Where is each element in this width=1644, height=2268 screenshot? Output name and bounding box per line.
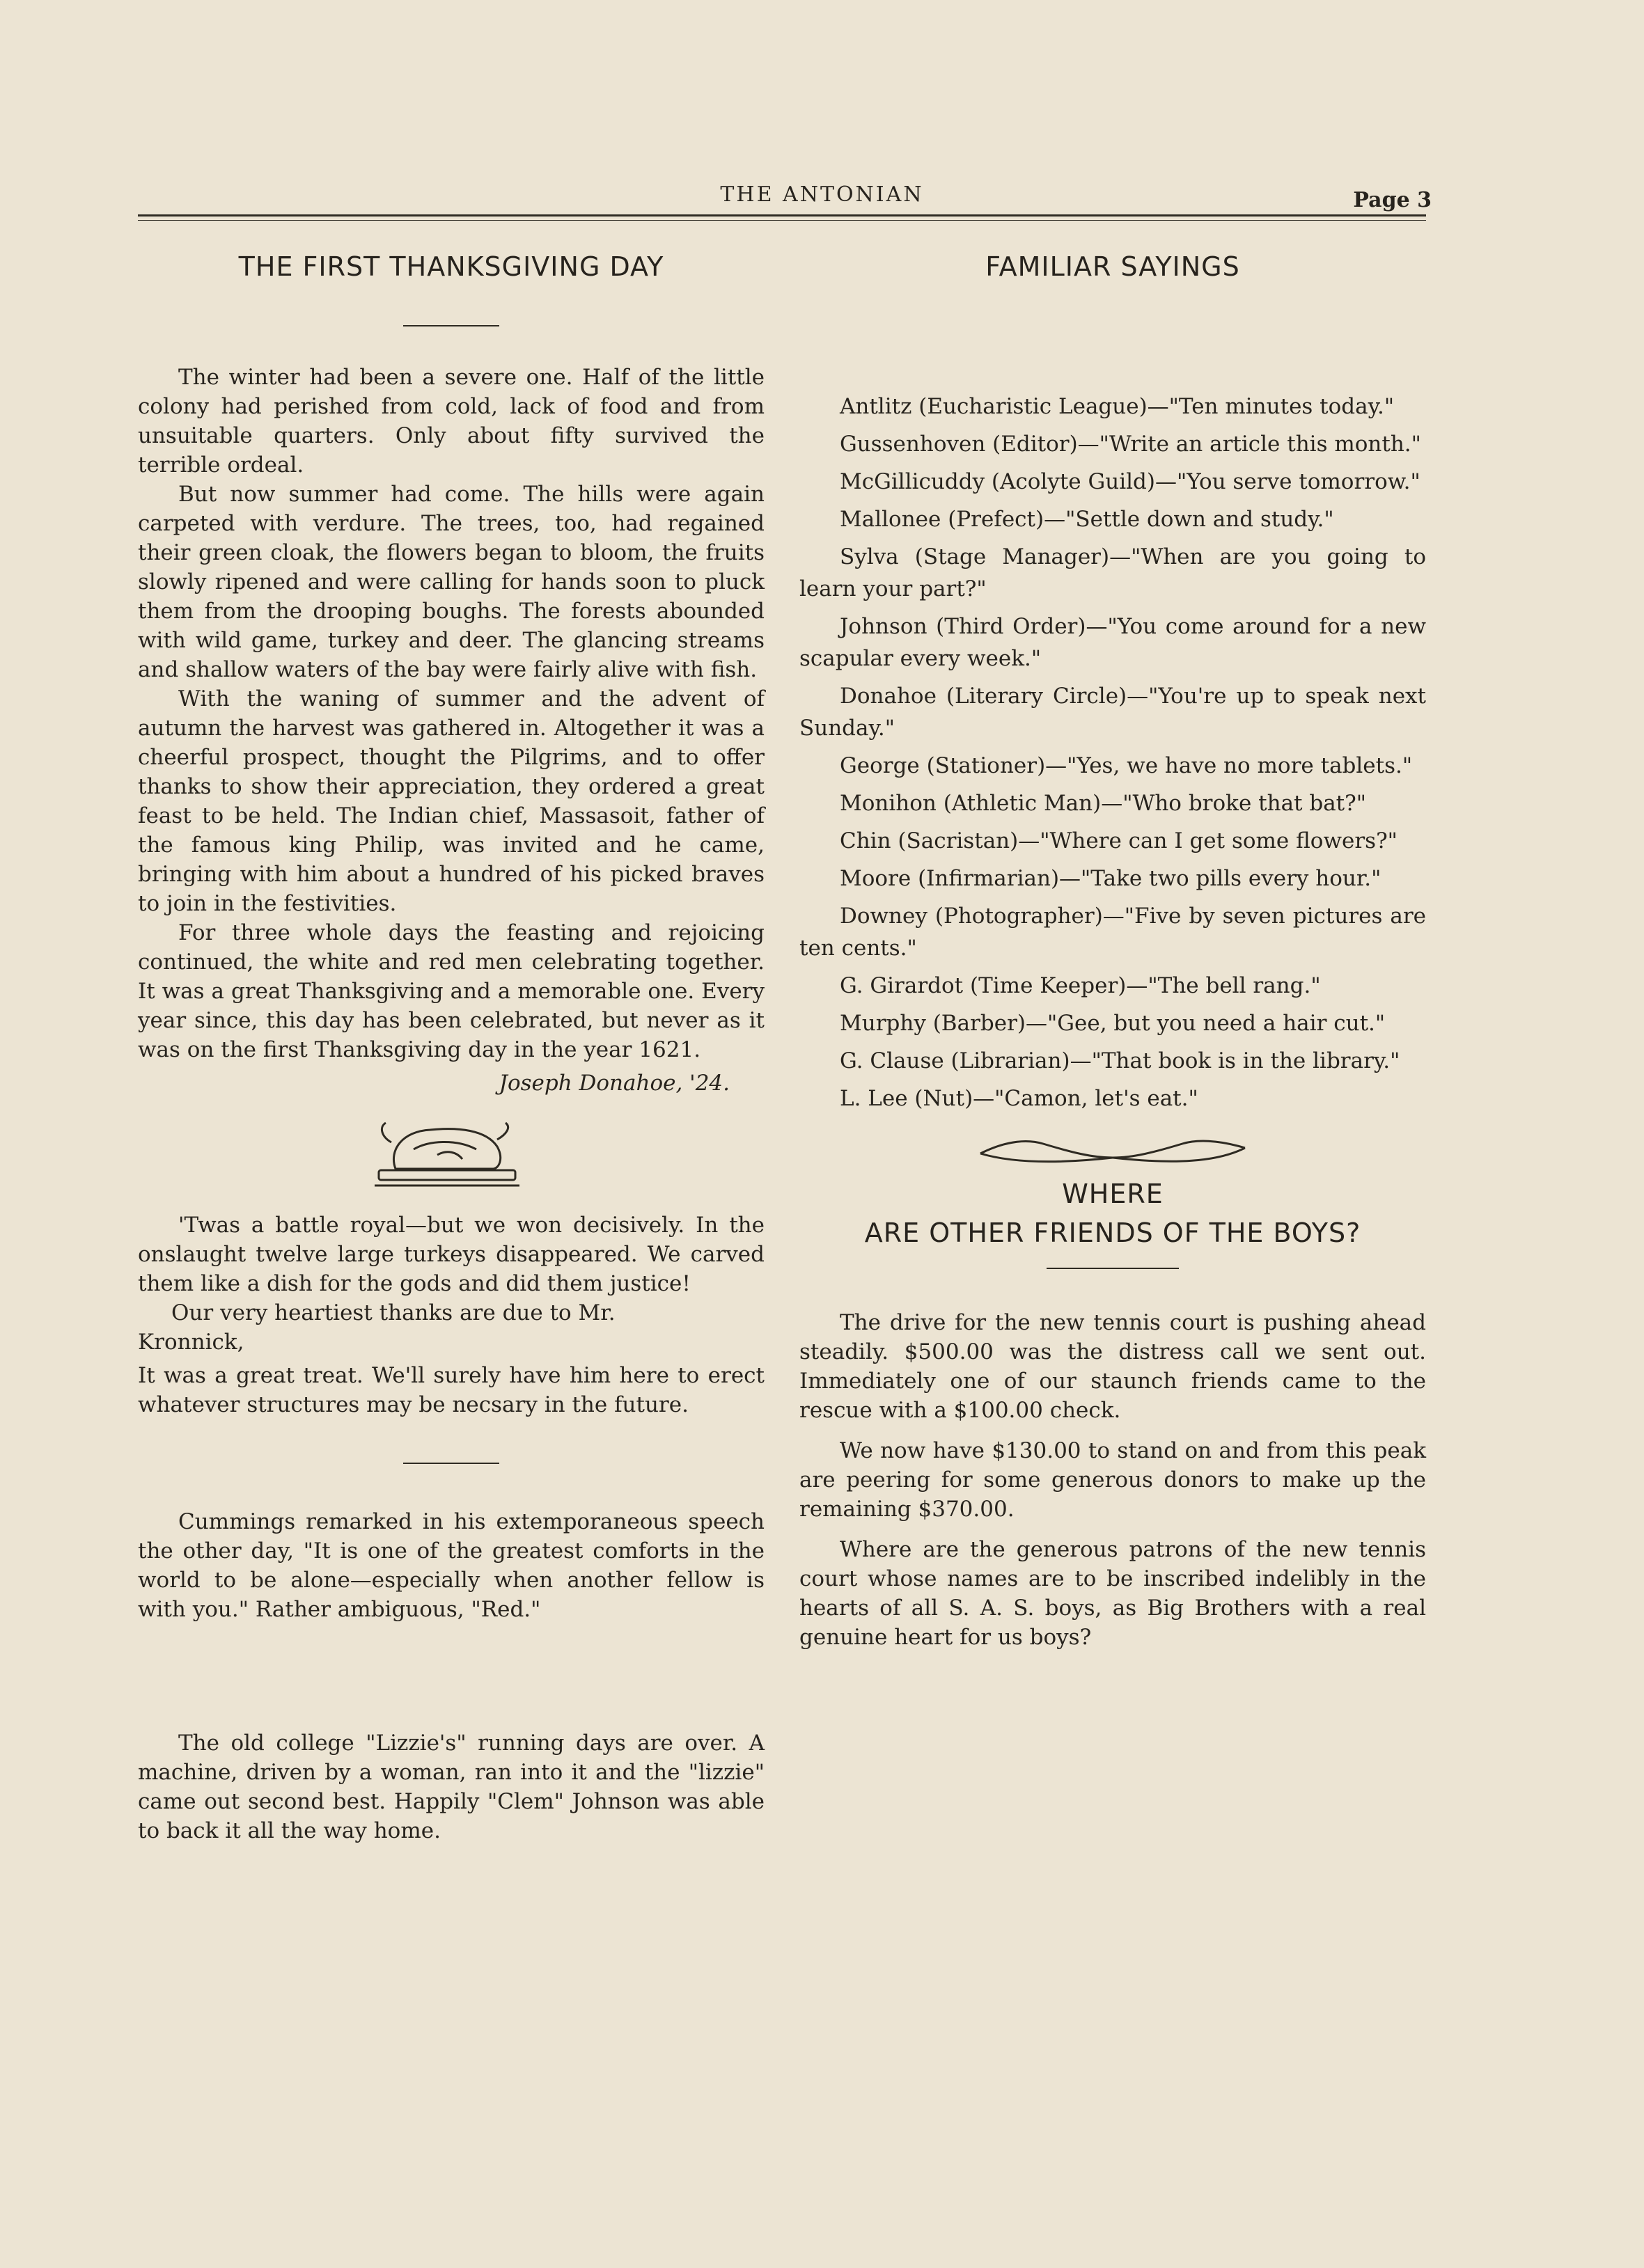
header-rule xyxy=(138,214,1426,216)
masthead-title: THE ANTONIAN xyxy=(720,182,924,207)
left-column xyxy=(138,247,765,1845)
article-paragraph: The winter had been a severe one. Half of the little colony had perished from cold, lack of food and from unsuitable quarters. Only about fifty survived the terrible ordeal. xyxy=(138,365,765,478)
lizzie-item: The old college "Lizzie's" running days are over. A machine, driven by a woman, ran into it and the "lizzie" came out second best. Happily "Clem" Johnson was able to back it all the way home. xyxy=(138,1731,765,1843)
right-column xyxy=(799,247,1426,1652)
saying-item: G. Clause (Librarian)—"That book is in the library." xyxy=(840,1048,1400,1073)
saying-item: Johnson (Third Order)—"You come around for a new scapular every week." xyxy=(799,614,1426,671)
saying-item: Mallonee (Prefect)—"Settle down and study." xyxy=(840,507,1334,532)
roast-turkey-icon xyxy=(138,1113,765,1190)
thanksgiving-title: THE FIRST THANKSGIVING DAY xyxy=(238,251,664,282)
saying-item: Sylva (Stage Manager)—"When are you going to learn your part?" xyxy=(799,544,1426,601)
article-paragraph: We now have $130.00 to stand on and from this peak are peering for some generous donors to make up the remaining $370.00. xyxy=(799,1438,1426,1522)
saying-item: Monihon (Athletic Man)—"Who broke that bat?" xyxy=(840,791,1367,816)
friends-article xyxy=(799,1308,1426,1652)
saying-item: Moore (Infirmarian)—"Take two pills every hour." xyxy=(840,866,1381,891)
saying-item: G. Girardot (Time Keeper)—"The bell rang." xyxy=(840,973,1321,998)
article-paragraph: For three whole days the feasting and rejoicing continued, the white and red men celebrating together. It was a great Thanksgiving and a memorable one. Every year since, this day has been celebrated, but never as it was on the first Thanksgiving day in the year 1621. xyxy=(138,920,765,1062)
item-paragraph: 'Twas a battle royal—but we won decisively. In the onslaught twelve large turkeys disappeared. We carved them like a dish for the gods and did them justice! xyxy=(138,1213,765,1296)
sayings-title: FAMILIAR SAYINGS xyxy=(985,251,1240,282)
article-paragraph: Where are the generous patrons of the new tennis court whose names are to be inscribed indelibly in the hearts of all S. A. S. boys, as Big Brothers with a real genuine heart for us boys? xyxy=(799,1537,1426,1650)
article-paragraph: With the waning of summer and the advent of autumn the harvest was gathered in. Altogether it was a cheerful prospect, thought the Pilgrims, and to offer thanks to show their appreciation, they ordered a great feast to be held. The Indian chief, Massasoit, father of the famous king Philip, was invited and he came, bringing with him about a hundred of his picked braves to join in the festivities. xyxy=(138,686,765,916)
sayings-list xyxy=(799,391,1426,1115)
cummings-item: Cummings remarked in his extemporaneous speech the other day, "It is one of the greatest comforts in the world to be alone—especially when another fellow is with you." Rather ambiguous, "Red." xyxy=(138,1509,765,1622)
saying-item: McGillicuddy (Acolyte Guild)—"You serve tomorrow." xyxy=(840,469,1420,494)
saying-item: Donahoe (Literary Circle)—"You're up to speak next Sunday." xyxy=(799,684,1426,741)
item-paragraph: Kronnick, xyxy=(138,1330,244,1355)
saying-item: Downey (Photographer)—"Five by seven pictures are ten cents." xyxy=(799,904,1426,961)
article-paragraph: The drive for the new tennis court is pushing ahead steadily. $500.00 was the distress call we sent out. Immediately one of our staunch friends came to the rescue with a $100.00 check. xyxy=(799,1310,1426,1423)
saying-item: Chin (Sacristan)—"Where can I get some flowers?" xyxy=(840,828,1398,853)
battle-item xyxy=(138,1211,765,1419)
saying-item: Murphy (Barber)—"Gee, but you need a hair cut." xyxy=(840,1011,1386,1036)
item-paragraph: Our very heartiest thanks are due to Mr. xyxy=(171,1300,616,1325)
thanksgiving-article xyxy=(138,363,765,1098)
saying-item: George (Stationer)—"Yes, we have no more tablets." xyxy=(840,753,1413,778)
friends-title-line1: WHERE xyxy=(1062,1179,1164,1209)
article-paragraph: But now summer had come. The hills were again carpeted with verdure. The trees, too, had regained their green cloak, the flowers began to bloom, the fruits slowly ripened and were calling for hands soon to pluck them from the drooping boughs. The forests abounded with wild game, turkey and deer. The glancing streams and shallow waters of the bay were fairly alive with fish. xyxy=(138,482,765,682)
item-paragraph: It was a great treat. We'll surely have him here to erect whatever structures may be necsary in the future. xyxy=(138,1363,765,1417)
saying-item: Gussenhoven (Editor)—"Write an article this month." xyxy=(840,432,1421,457)
saying-item: Antlitz (Eucharistic League)—"Ten minutes today." xyxy=(840,394,1395,419)
ornament-divider-icon xyxy=(799,1134,1426,1169)
friends-title-line2: ARE OTHER FRIENDS OF THE BOYS? xyxy=(864,1218,1361,1248)
header-rule-thin xyxy=(138,220,1426,221)
saying-item: L. Lee (Nut)—"Camon, let's eat." xyxy=(840,1086,1198,1111)
author-signature: Joseph Donahoe, '24. xyxy=(499,1071,730,1096)
page-number: Page 3 xyxy=(1353,188,1432,212)
